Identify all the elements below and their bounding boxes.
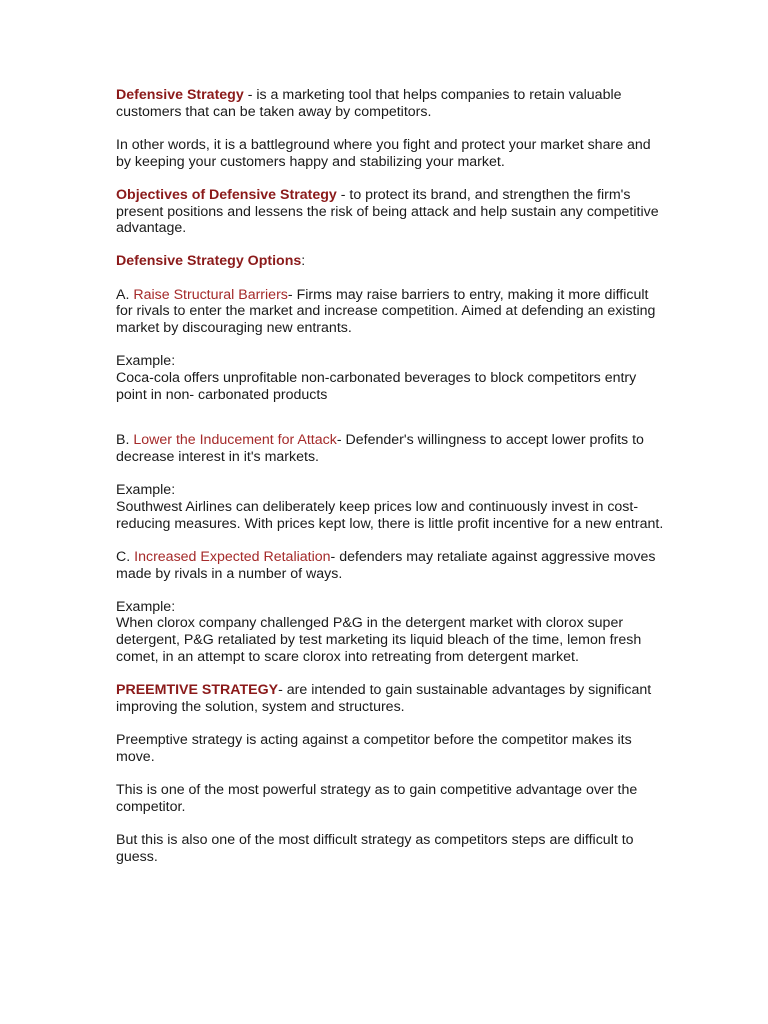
example-b-label: Example: [116, 482, 176, 499]
example-a-paragraph [116, 353, 666, 403]
battleground-text: In other words, it is a battleground where you fight and protect your market share and by keeping your customers happy and stabilizing your market. [116, 136, 651, 170]
example-c-label: Example: [116, 598, 176, 615]
option-b-prefix: B. [116, 432, 134, 449]
option-c-term: Increased Expected Retaliation [134, 548, 331, 565]
objectives-paragraph [116, 187, 666, 237]
option-a-term: Raise Structural Barriers [133, 286, 288, 303]
battleground-paragraph [116, 137, 666, 170]
option-c-prefix: C. [116, 548, 135, 565]
option-b-paragraph [116, 432, 666, 465]
option-c-paragraph [116, 549, 666, 582]
option-a-text: - Firms may raise barriers to entry, making it more difficult for rivals to enter the market and increase competition. Aimed at defending an existing market by discouraging new entrants. [116, 286, 656, 337]
preemptive-acting-paragraph [116, 732, 666, 765]
defensive-strategy-definition-text: - is a marketing tool that helps companies to retain valuable customers that can be taken away by competitors. [116, 87, 622, 120]
example-b-paragraph [116, 482, 666, 532]
preemptive-strategy-definition [116, 682, 666, 715]
defensive-strategy-term: Defensive Strategy [116, 87, 244, 103]
powerful-strategy-text: This is one of the most powerful strategy as to gain competitive advantage over the competitor. [116, 781, 638, 815]
example-c-paragraph [116, 599, 666, 666]
options-heading-term: Defensive Strategy Options [116, 253, 302, 270]
example-b-text: Southwest Airlines can deliberately keep prices low and continuously invest in cost-reducing measures. With prices kept low, there is little profit incentive for a new entrant. [116, 498, 664, 532]
preemptive-acting-text: Preemptive strategy is acting against a competitor before the competitor makes its move. [116, 731, 632, 765]
example-a-text: Coca-cola offers unprofitable non-carbonated beverages to block competitors entry point in non- carbonated products [116, 369, 637, 403]
option-a-paragraph [116, 287, 666, 337]
example-c-text: When clorox company challenged P&G in the detergent market with clorox super detergent, P&G retaliated by test marketing its liquid bleach of the time, lemon fresh comet, in an attempt to scare clorox into retreating from detergent market. [116, 615, 642, 665]
preemptive-strategy-term: PREEMTIVE STRATEGY [116, 682, 279, 699]
difficult-strategy-paragraph [116, 832, 666, 865]
preemptive-strategy-text: - are intended to gain sustainable advantages by significant improving the solution, system and structures. [116, 682, 652, 715]
option-b-text: - Defender's willingness to accept lower profits to decrease interest in it's markets. [116, 432, 644, 466]
options-heading-colon: : [301, 253, 306, 270]
option-c-text: - defenders may retaliate against aggressive moves made by rivals in a number of ways. [116, 548, 656, 582]
example-a-label: Example: [116, 353, 176, 370]
option-b-term: Lower the Inducement for Attack [133, 432, 337, 449]
options-heading [116, 253, 666, 270]
objectives-term: Objectives of Defensive Strategy [116, 186, 337, 203]
objectives-text: - to protect its brand, and strengthen the firm's present positions and lessens the risk of being attack and help sustain any competitive advantage. [116, 186, 659, 237]
difficult-strategy-text: But this is also one of the most difficult strategy as competitors steps are difficult to guess. [116, 831, 634, 865]
option-a-prefix: A. [116, 286, 134, 303]
powerful-strategy-paragraph [116, 782, 666, 815]
defensive-strategy-definition [116, 87, 666, 120]
document-page [116, 87, 666, 882]
